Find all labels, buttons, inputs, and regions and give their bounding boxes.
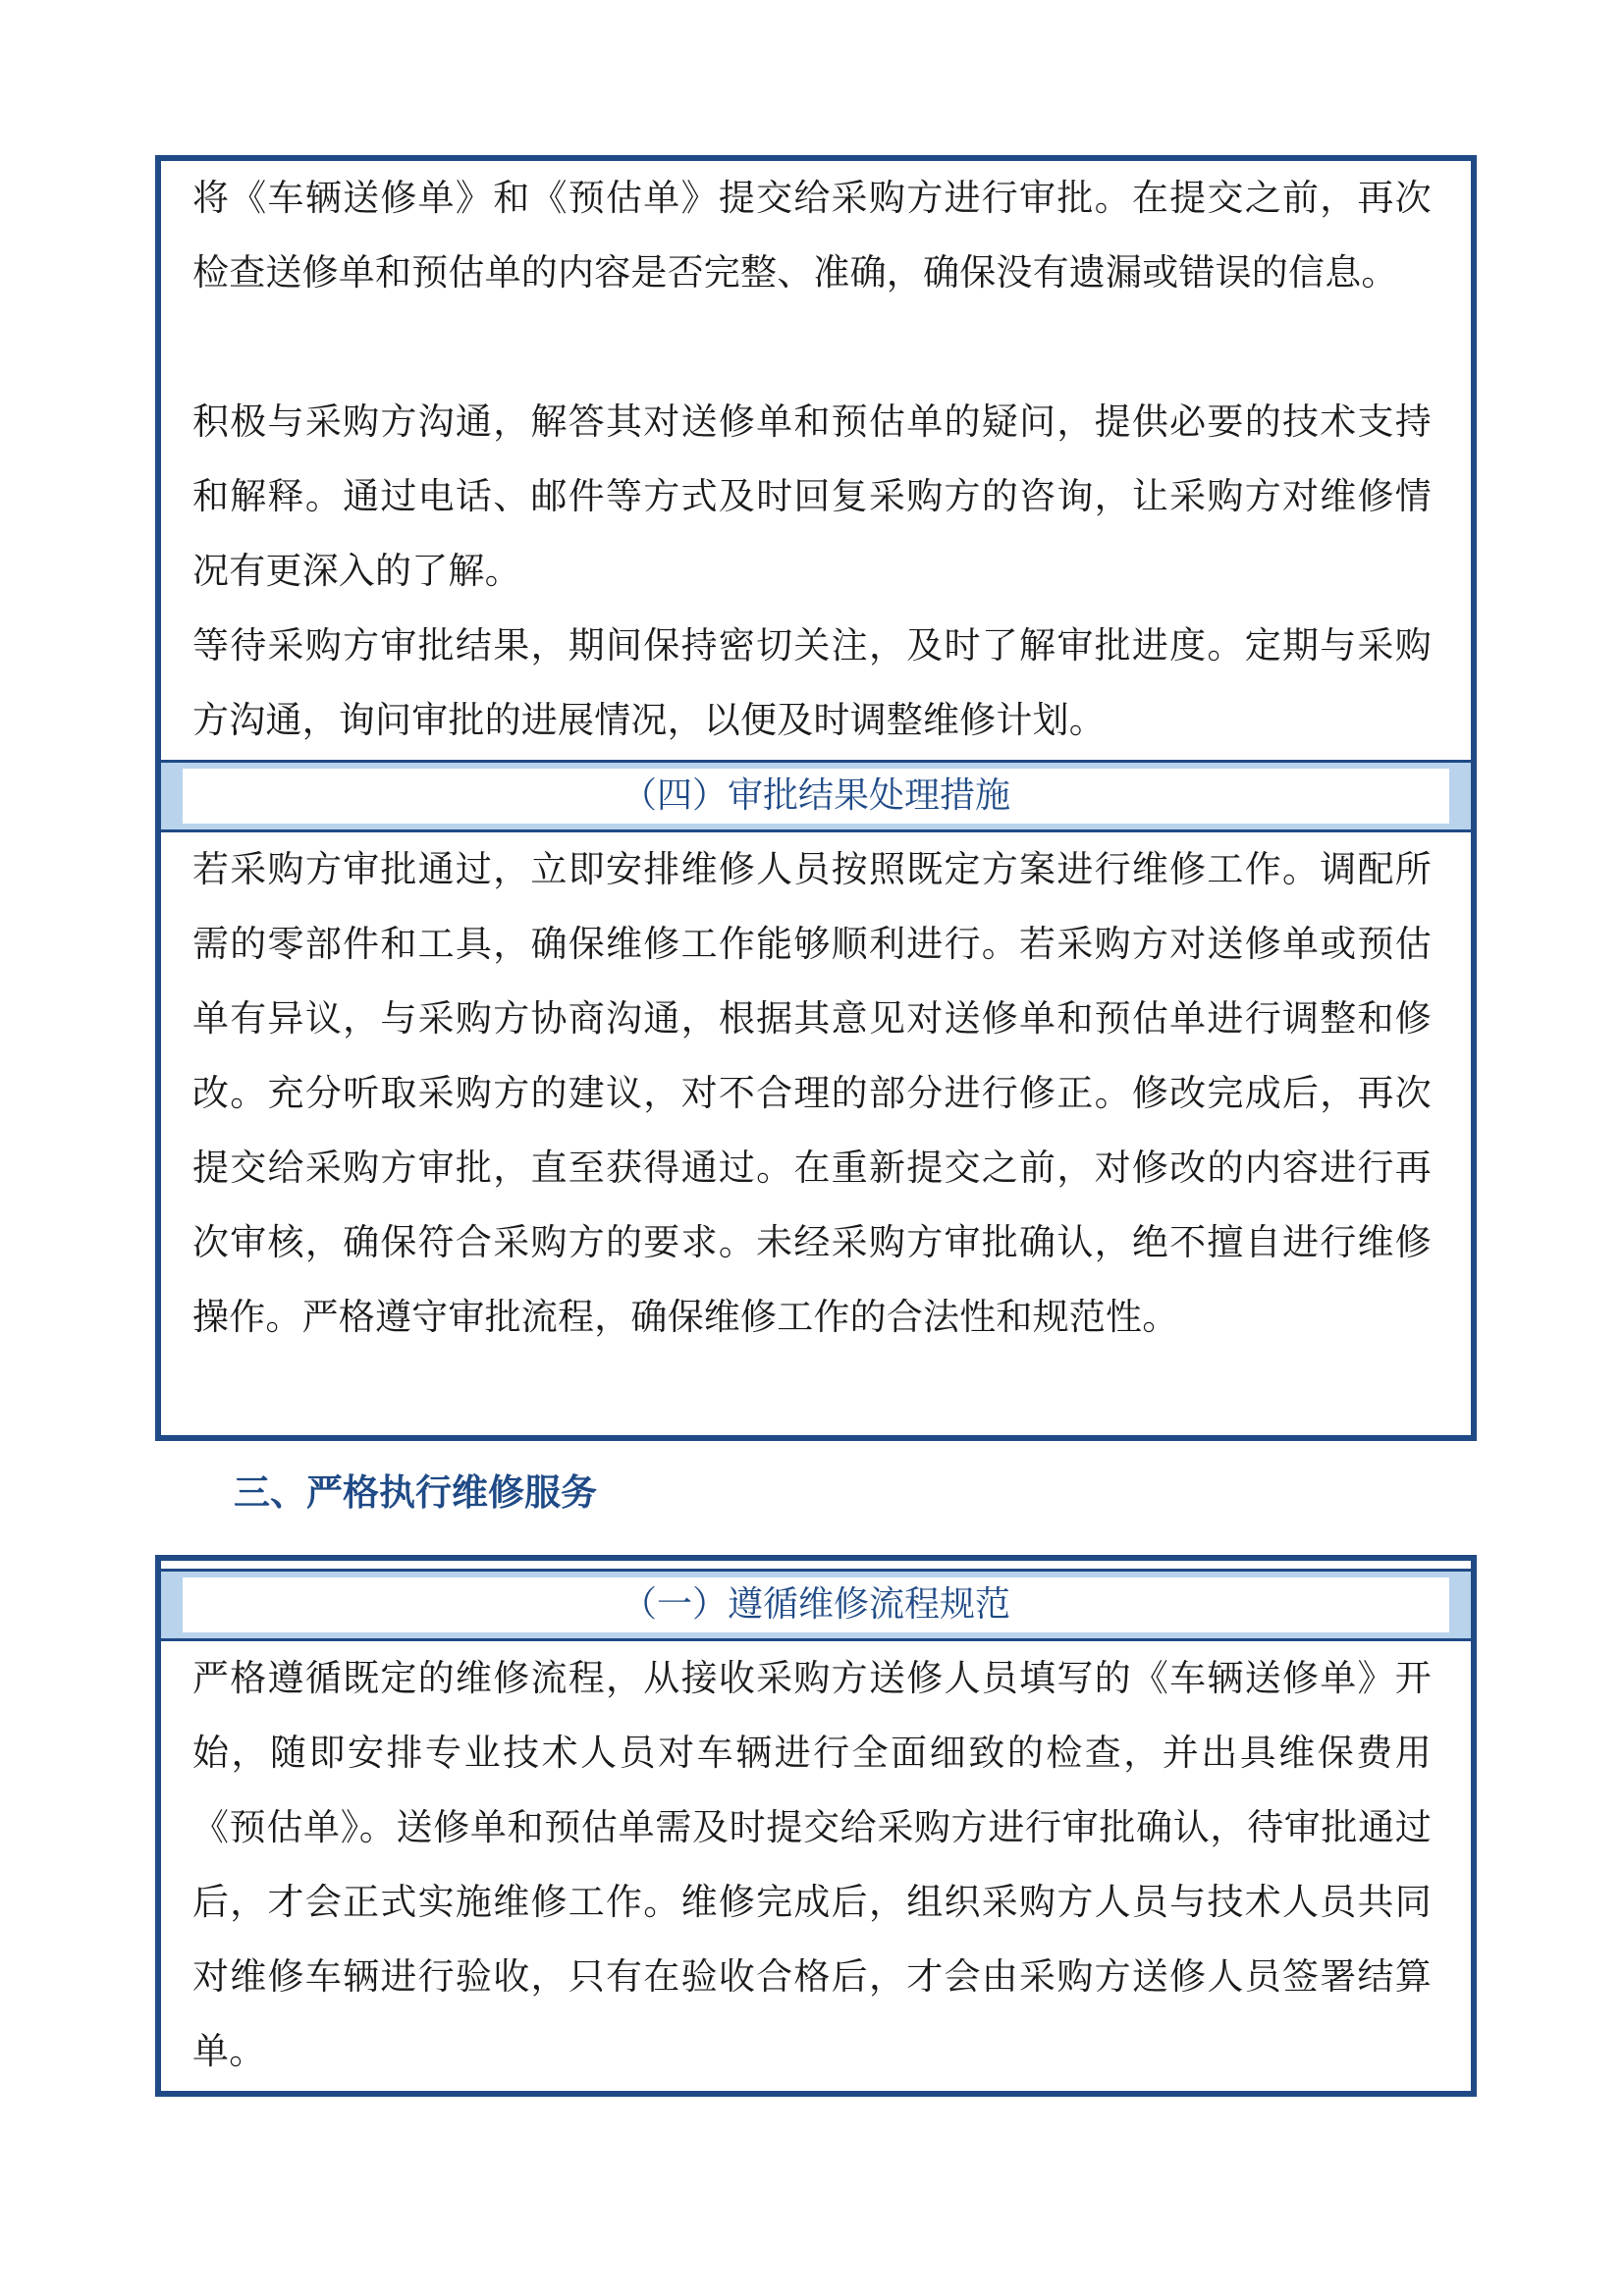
- chapter-heading: 三、严格执行维修服务: [234, 1470, 597, 1514]
- paragraph-approval-handling: 若采购方审批通过，立即安排维修人员按照既定方案进行维修工作。调配所需的零部件和工具，确保维修工作能够顺利进行。若采购方对送修单或预估单有异议，与采购方协商沟通，根据其意见对送修单和预估单进行调整和修改。充分听取采购方的建议，对不合理的部分进行修正。修改完成后，再次提交给采购方审批，直至获得通过。在重新提交之前，对修改的内容进行再次审核，确保符合采购方的要求。未经采购方审批确认，绝不擅自进行维修操作。严格遵守审批流程，确保维修工作的合法性和规范性。: [192, 848, 1432, 1338]
- paragraph-repair-process: 严格遵循既定的维修流程，从接收采购方送修人员填写的《车辆送修单》开始，随即安排专业技术人员对车辆进行全面细致的检查，并出具维保费用《预估单》。送修单和预估单需及时提交给采购方进行审批确认，待审批通过后，才会正式实施维修工作。维修完成后，组织采购方人员与技术人员共同对维修车辆进行验收，只有在验收合格后，才会由采购方送修人员签署结算单。: [192, 1657, 1432, 2072]
- content-box-approval: [155, 155, 1477, 1441]
- section-bar-repair-process: [161, 1569, 1471, 1641]
- content-box-repair-process: [155, 1555, 1477, 2097]
- section-title: （一）遵循维修流程规范: [183, 1577, 1449, 1632]
- paragraph-await-result: 等待采购方审批结果，期间保持密切关注，及时了解审批进度。定期与采购方沟通，询问审批的进展情况，以便及时调整维修计划。: [192, 624, 1432, 741]
- paragraph-communicate: 积极与采购方沟通，解答其对送修单和预估单的疑问，提供必要的技术支持和解释。通过电话、邮件等方式及时回复采购方的咨询，让采购方对维修情况有更深入的了解。: [192, 400, 1432, 592]
- paragraph-submit-for-approval: 将《车辆送修单》和《预估单》提交给采购方进行审批。在提交之前，再次检查送修单和预估单的内容是否完整、准确，确保没有遗漏或错误的信息。: [192, 177, 1432, 294]
- section-title: （四）审批结果处理措施: [183, 769, 1449, 824]
- section-bar-approval-handling: [161, 760, 1471, 832]
